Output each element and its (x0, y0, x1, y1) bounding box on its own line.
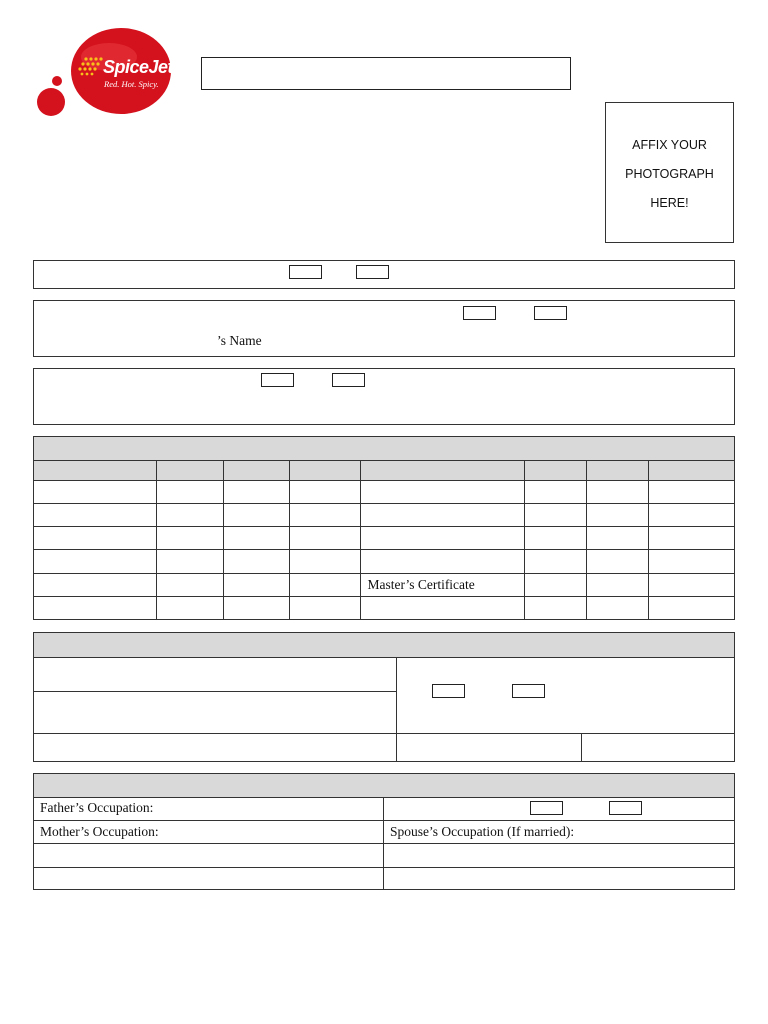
section-5-body (33, 657, 735, 762)
section-5-header (33, 632, 735, 658)
divider (33, 867, 735, 868)
checkbox-option-2[interactable] (356, 265, 389, 279)
table-row (34, 504, 735, 527)
checkbox-option-7[interactable] (432, 684, 465, 698)
family-section-header (33, 773, 735, 798)
table-row (34, 481, 735, 504)
table-row (34, 597, 735, 620)
divider (33, 733, 735, 734)
form-title-box[interactable] (201, 57, 571, 90)
education-section-header (33, 436, 735, 461)
mother-occupation-label: Mother’s Occupation: (40, 824, 159, 839)
table-row (34, 550, 735, 574)
spouse-occupation-label: Spouse’s Occupation (If married): (390, 824, 575, 839)
table-row (34, 574, 735, 597)
checkbox-option-8[interactable] (512, 684, 545, 698)
photo-line-1: AFFIX YOUR (632, 138, 707, 152)
education-table (33, 460, 735, 620)
spicejet-logo (30, 26, 180, 122)
name-label: ’s Name (217, 333, 262, 348)
checkbox-option-9[interactable] (530, 801, 563, 815)
brand-tagline: Red. Hot. Spicy. (104, 79, 159, 89)
father-occupation-label: Father’s Occupation: (40, 800, 154, 815)
divider (581, 733, 582, 762)
checkbox-option-4[interactable] (534, 306, 567, 320)
applicant-name-section (33, 300, 735, 357)
divider (33, 820, 735, 821)
checkbox-option-1[interactable] (289, 265, 322, 279)
divider (396, 657, 397, 762)
education-column-header-row (34, 461, 735, 481)
photo-affix-box (605, 102, 734, 243)
table-row (34, 527, 735, 550)
divider (33, 691, 396, 692)
masters-certificate-cell: Master’s Certificate (361, 574, 525, 597)
photo-line-2: PHOTOGRAPH (625, 167, 714, 181)
brand-name: SpiceJet (103, 57, 174, 77)
applicant-info-section-3 (33, 368, 735, 425)
checkbox-option-6[interactable] (332, 373, 365, 387)
photo-line-3: HERE! (650, 196, 689, 210)
divider (33, 843, 735, 844)
checkbox-option-5[interactable] (261, 373, 294, 387)
checkbox-option-10[interactable] (609, 801, 642, 815)
checkbox-option-3[interactable] (463, 306, 496, 320)
